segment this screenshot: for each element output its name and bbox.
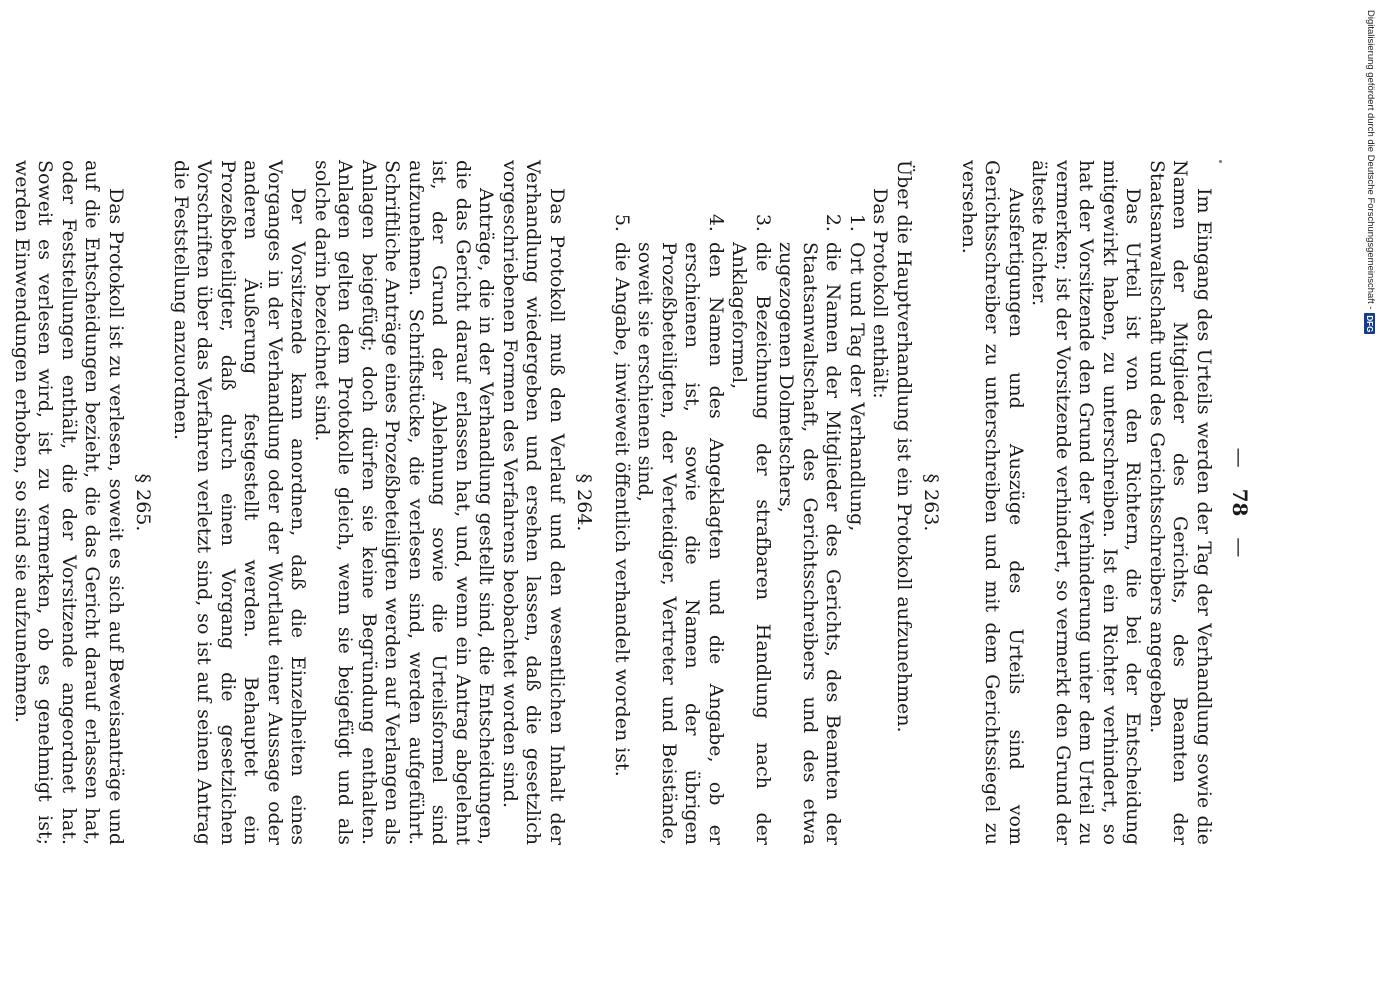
credit-text: Digitalisierung gefördert durch die Deutsche Forschungsgemeinschaft - — [1365, 10, 1376, 310]
paragraph: Das Urteil ist von den Richtern, die bei der Entscheidung mitgewirkt haben, zu unterschreiben. Ist ein Richter verhindert, so hat der Vorsitzende den Grund der Verhinderung unter dem Urteil zu vermerken; ist der Vorsitzende verhindert, so vermerkt den Grund der älteste Richter. — [1028, 160, 1145, 845]
protocol-contents-list — [610, 160, 869, 845]
list-item: 4. den Namen des Angeklagten und die Angabe, ob er erschienen ist, sowie die Namen der übrigen Prozeßbeteiligten, der Verteidiger, Vertreter und Beistände, soweit sie erschienen sind, — [633, 238, 727, 845]
section-heading-264: § 264. — [573, 473, 596, 532]
header-dash-right: — — [1228, 537, 1252, 558]
list-item: 5. die Angabe, inwieweit öffentlich verhandelt worden ist. — [610, 238, 634, 845]
header-dash-left: — — [1228, 447, 1252, 468]
scan-speck — [1097, 670, 1099, 672]
paragraph: Im Eingang des Urteils werden der Tag der Verhandlung sowie die Namen der Mitglieder des Gerichts, des Beamten der Staatsanwaltschaft und des Gerichtsschreibers angegeben. — [1146, 160, 1215, 845]
paragraph: Das Protokoll muß den Verlauf und den wesentlichen Inhalt der Verhandlung wiedergeben und ersehen lassen, daß die gesetzlich vorgeschriebenen Formen des Verfahrens beobachtet worden sind. — [499, 160, 568, 845]
paragraph: Über die Hauptverhandlung ist ein Protokoll aufzunehmen. — [893, 160, 915, 733]
list-item: 2. die Namen der Mitglieder des Gerichts, des Beamten der Staatsanwaltschaft, des Gerichtsschreibers und des etwa zugezogenen Dolmetschers, — [774, 238, 845, 845]
paragraph: Anträge, die in der Verhandlung gestellt sind, die Entscheidungen, die das Gericht darauf erlassen hat, und, wenn ein Antrag abgelehnt ist, der Grund der Ablehnung sowie die Urteilsformel sind aufzunehmen. Schriftstücke, die verlesen sind, werden aufgeführt. Schriftliche Anträge eines Prozeßbeteiligten werden auf Verlangen als Anlagen beigefügt; doch dürfen sie keine Begründung enthalten. Anlagen gelten dem Protokolle gleich, wenn sie beigefügt und als solche darin bezeichnet sind. — [311, 160, 498, 845]
text-column — [11, 160, 1255, 845]
list-item: 1. Ort und Tag der Verhandlung, — [845, 238, 869, 845]
section-heading-263: § 263. — [920, 473, 943, 532]
document-page — [11, 0, 1255, 1000]
paragraph: Das Protokoll enthält: — [869, 188, 892, 399]
list-item: 3. die Bezeichnung der strafbaren Handlung nach der Anklageformel, — [727, 238, 774, 845]
paragraph: Der Vorsitzende kann anordnen, daß die Einzelheiten eines Vorganges in der Verhandlung oder der Wortlaut einer Aussage oder anderen Äußerung festgestellt werden. Behauptet ein Prozeßbeteiligter, daß durch einen Vorgang die gesetzlichen Vorschriften über das Verfahren verletzt sind, so ist auf seinen Antrag die Feststellung anzuordnen. — [170, 160, 310, 845]
page-number: 78 — [1228, 488, 1252, 517]
digitization-credit — [1362, 10, 1378, 390]
section-heading-265: § 265. — [132, 473, 155, 532]
paragraph: Das Protokoll ist zu verlesen, soweit es sich auf Beweisanträge und auf die Entscheidungen bezieht, die das Gericht darauf erlassen hat, oder Feststellungen enthält, die der Vorsitzende angeordnet hat. Soweit es verlesen wird, ist zu vermerken, ob es genehmigt ist; werden Einwendungen erhoben, so sind sie aufzunehmen. — [11, 160, 127, 845]
scan-speck — [1219, 160, 1222, 163]
paragraph: Ausfertigungen und Auszüge des Urteils sind vom Gerichtsschreiber zu unterschreiben und mit dem Gerichtssiegel zu versehen. — [958, 160, 1027, 845]
dfg-logo: DFG — [1365, 315, 1375, 333]
page-header — [1225, 160, 1255, 845]
